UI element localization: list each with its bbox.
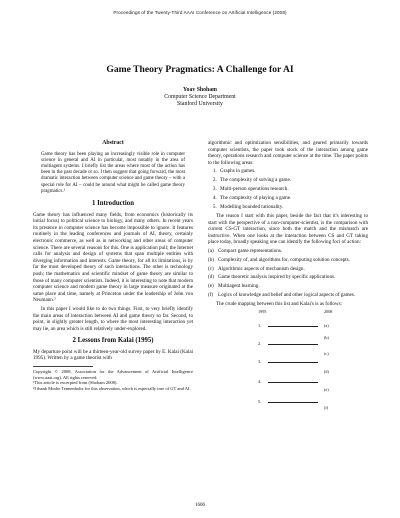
right-paragraph-2: The reason I start with this paper, beside the fact that it's interesting to start with the perspective of a non-computer-scientist, is the comparison with current CS-GT interaction, since both the match and the mismatch are instructive. When one looks at the interaction between CS and GT taking place today, broadly speaking one can identify the following foci of action: [208,213,368,246]
diagram-arrow [268,362,318,363]
diagram-right-label: (d) [324,369,329,375]
list-item [208,292,368,299]
intro-paragraph-1: Game theory has influenced many fields, from economics (historically its initial focus) to political science to biology, and many others. In recent years its presence in computer science has become impossible to ignore. It features routinely in the leading conferences and journals of AI, theory, certainly electronic commerce, as well as in networking and other areas of computer science. There are several reasons for this. One is application pull; the Internet calls for analysis and design of systems that span multiple entities with diverging information and interests. Game theory, for all its limitations, is by far the most developed theory of such interactions. The other is technology push; the mathematics and scientific mindset of game theory are similar to those of many computer scientists. Indeed, it is interesting to note that modern computer science and modern game theory in large measure originated at the same place and time, namely at Princeton under the leadership of John von Neumann.² [33,211,193,304]
list-item [208,248,368,255]
right-column [208,140,368,419]
author-name: Yoav Shoham [183,87,217,93]
diagram-arrow [268,402,318,403]
diagram-right-label: (f) [324,405,329,411]
diagram-arrow [268,326,318,327]
footnote-rule [33,366,93,367]
diagram-left-label: 2. [258,341,262,347]
list-text: Game theoretic analysis inspired by specific applications. [218,274,336,281]
abstract-heading: Abstract [102,140,124,146]
mapping-diagram [208,309,368,419]
diagram-arrow [268,344,318,345]
list-item: 5. Modelling bounded rationality. [218,204,368,211]
list-item: 1. Graphs in games. [218,168,368,175]
diagram-right-label: (e) [324,387,329,393]
list-text: Logics of knowledge and belief and other logical aspects of games. [218,291,356,298]
author-block [0,87,400,109]
kalai-areas-list [208,168,368,210]
abstract-text: Game theory has been playing an increasingly visible role in computer science in general and AI in particular, most notably in the area of multiagent systems. I briefly list the areas where most of the action has been in the past decade or so. I then suggest that going forward, the most dramatic interaction between computer science and game theory – with a special role for AI – could be around what might be called game theory pragmatics.¹ [41,151,185,194]
list-item [208,266,368,273]
paper-title: Game Theory Pragmatics: A Challenge for AI [106,64,294,75]
diagram-left-label: 1. [258,323,262,329]
foci-list [208,248,368,299]
right-paragraph-3: The crude mapping between this list and Kalai's is as follows: [216,300,342,307]
list-text: Complexity of, and algorithms for, computing solution concepts. [218,256,350,263]
diagram-right-label: (a) [324,323,329,329]
list-text: Algorithmic aspects of mechanism design. [218,265,305,272]
copyright-note: Copyright © 2008, Association for the Advancement of Artificial Intelligence (www.aaai.org). All rights reserved. [33,369,193,380]
diagram-col-1995: 1995 [258,309,267,315]
lessons-heading: 2 Lessons from Kalai (1995) [72,337,154,345]
intro-heading: 1 Introduction [92,200,134,208]
diagram-left-label: 4. [258,379,262,385]
list-marker: (e) [208,283,214,290]
list-item [208,257,368,264]
list-item [208,274,368,281]
author-dept: Computer Science Department [164,94,236,101]
list-marker: (b) [208,256,214,263]
list-marker: (d) [208,274,214,281]
list-text: Compact game representations. [218,248,283,255]
diagram-left-label: 5. [258,399,262,405]
diagram-arrow [268,382,318,383]
author-univ: Stanford University [177,101,223,108]
list-text: Multiagent learning. [218,283,260,290]
list-marker: (c) [208,265,214,272]
left-column [33,140,193,391]
intro-paragraph-2: In this paper I would like to do two things. First, to very briefly identify the main areas of interaction between AI and game theory so far. Second, to point, in slightly greater length, to where the most interesting interaction yet may lie, an area which is still relatively under-explored. [33,305,193,332]
diagram-col-2008: 2008 [324,309,333,315]
list-marker: (f) [208,291,214,298]
lessons-paragraph-1: My departure point will be a thirteen-year-old survey paper by E. Kalai (Kalai 1995). Written by a game theorist with [33,348,193,362]
diagram-left-label: 3. [258,359,262,365]
diagram-right-label: (c) [324,351,329,357]
page-number: 1606 [195,503,205,508]
list-marker: (a) [208,248,214,255]
list-item: 4. The complexity of playing a game. [218,195,368,202]
footnote-2: ²I thank Moshe Tennenholtz for this observation, which is especially true of GT and AI. [33,385,191,391]
proceedings-header: Proceedings of the Twenty-Third AAAI Conference on Artificial Intelligence (2008) [113,10,287,15]
list-item: 2. The complexity of solving a game. [218,177,368,184]
diagram-right-label: (b) [324,335,329,341]
list-item: 3. Multi-person operations research. [218,186,368,193]
right-paragraph-1: algorithmic and optimization sensibilities, and geared primarily towards computer scientists, the paper took stock of the interaction among game theory, operations research and computer science at the time. The paper points to the following areas: [208,140,368,166]
footnote-1: ¹This article is excerpted from (Shoham 2008). [33,380,118,386]
list-item [208,283,368,290]
